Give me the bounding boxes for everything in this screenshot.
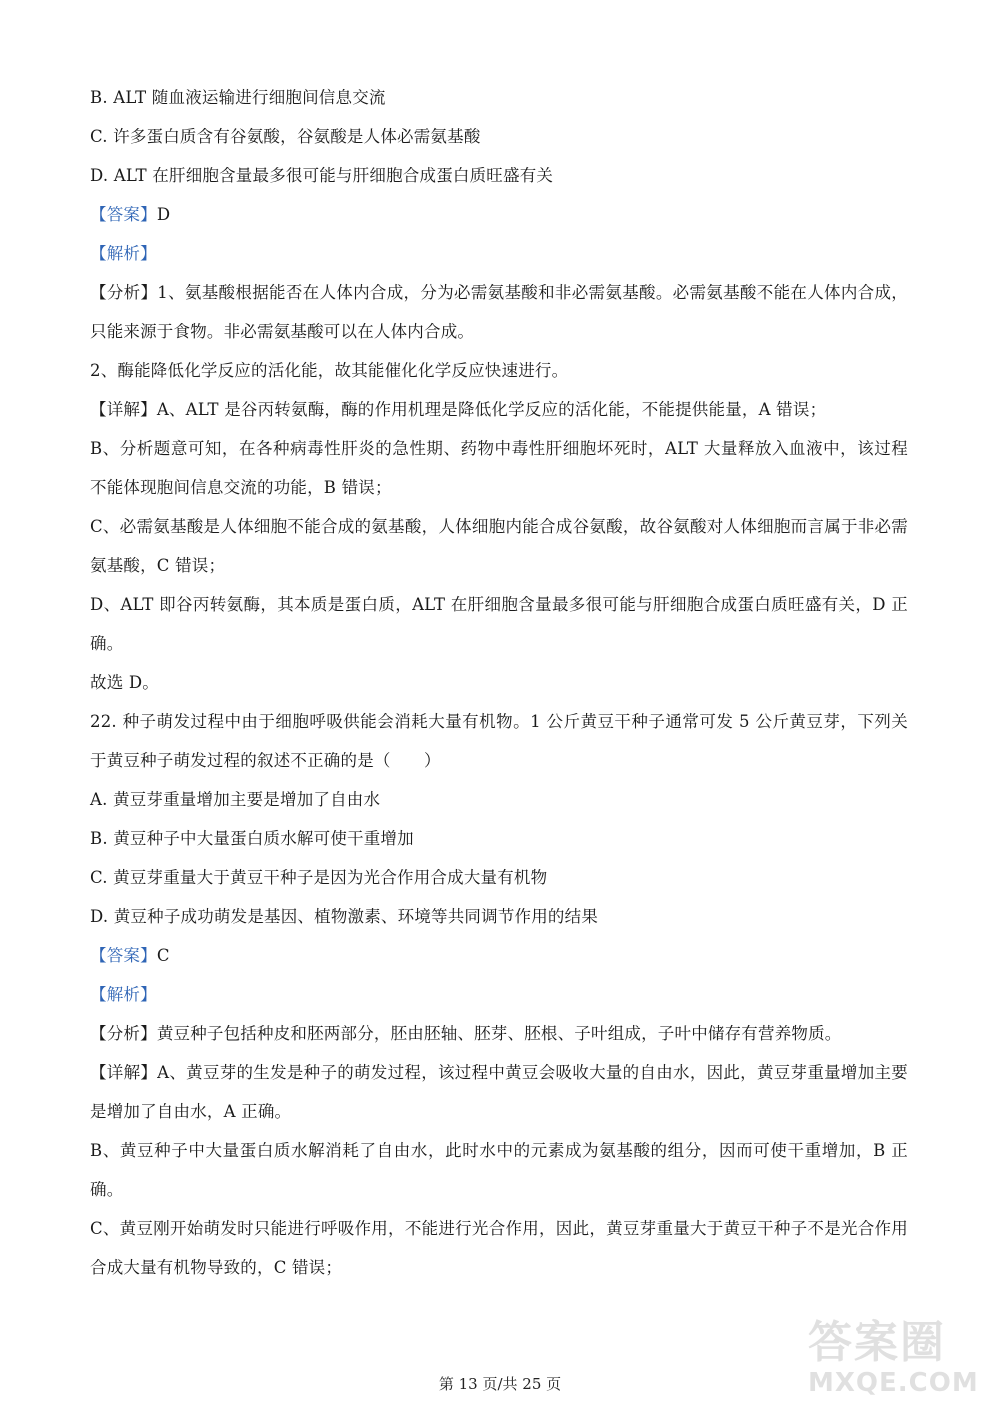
answer-tag: 【答案】	[90, 946, 157, 965]
analysis-tag: 【解析】	[90, 244, 157, 263]
analysis-tag: 【解析】	[90, 985, 157, 1004]
q22-stem: 22. 种子萌发过程中由于细胞呼吸供能会消耗大量有机物。1 公斤黄豆干种子通常可发 5 公斤黄豆芽，下列关于黄豆种子萌发过程的叙述不正确的是（ ）	[90, 712, 908, 770]
q21-analysis-heading	[90, 234, 908, 273]
fenxi-tag: 【分析】	[90, 283, 158, 302]
q22-analysis-heading	[90, 975, 908, 1014]
q21-fenxi-2: 2、酶能降低化学反应的活化能，故其能催化化学反应快速进行。	[90, 361, 569, 380]
fenxi-tag: 【分析】	[90, 1024, 157, 1043]
detail-tag: 【详解】	[90, 400, 157, 419]
document-body	[90, 78, 908, 1287]
answer-value: D	[156, 205, 171, 224]
answer-tag: 【答案】	[90, 205, 157, 224]
watermark-logo	[808, 1318, 994, 1410]
q22-option-d: D. 黄豆种子成功萌发是基因、植物激素、环境等共同调节作用的结果	[90, 907, 599, 926]
q21-detail-c: C、必需氨基酸是人体细胞不能合成的氨基酸，人体细胞内能合成谷氨酸，故谷氨酸对人体细胞而言属于非必需氨基酸，C 错误；	[90, 517, 908, 575]
q21-fenxi-1	[90, 273, 908, 351]
q22-fenxi	[90, 1014, 908, 1053]
q21-detail-d: D、ALT 即谷丙转氨酶，其本质是蛋白质，ALT 在肝细胞含量最多很可能与肝细胞合成蛋白质旺盛有关，D 正确。	[90, 595, 908, 653]
watermark-url: MXQE.COM	[808, 1368, 979, 1398]
q22-detail-b: B、黄豆种子中大量蛋白质水解消耗了自由水，此时水中的元素成为氨基酸的组分，因而可使干重增加，B 正确。	[90, 1141, 908, 1199]
detail-text: A、黄豆芽的生发是种子的萌发过程，该过程中黄豆会吸收大量的自由水，因此，黄豆芽重量增加主要是增加了自由水，A 正确。	[90, 1063, 908, 1121]
q22-option-a: A. 黄豆芽重量增加主要是增加了自由水	[90, 790, 381, 809]
watermark-text: 答案圈	[808, 1317, 946, 1368]
detail-text: A、ALT 是谷丙转氨酶，酶的作用机理是降低化学反应的活化能，不能提供能量，A 错误；	[156, 400, 827, 419]
q22-option-c: C. 黄豆芽重量大于黄豆干种子是因为光合作用合成大量有机物	[90, 868, 548, 887]
fenxi-text: 1、氨基酸根据能否在人体内合成，分为必需氨基酸和非必需氨基酸。必需氨基酸不能在人体内合成，只能来源于食物。非必需氨基酸可以在人体内合成。	[90, 283, 908, 341]
page-footer: 第 13 页/共 25 页	[438, 1375, 562, 1393]
q21-conclusion: 故选 D。	[90, 673, 159, 692]
q21-option-b: B. ALT 随血液运输进行细胞间信息交流	[90, 88, 386, 107]
q22-detail-c: C、黄豆刚开始萌发时只能进行呼吸作用，不能进行光合作用，因此，黄豆芽重量大于黄豆干种子不是光合作用合成大量有机物导致的，C 错误；	[90, 1219, 908, 1277]
detail-tag: 【详解】	[90, 1063, 158, 1082]
q21-detail-b: B、分析题意可知，在各种病毒性肝炎的急性期、药物中毒性肝细胞坏死时，ALT 大量释放入血液中，该过程不能体现胞间信息交流的功能，B 错误；	[90, 439, 908, 497]
q21-option-d: D. ALT 在肝细胞含量最多很可能与肝细胞合成蛋白质旺盛有关	[90, 166, 554, 185]
fenxi-text: 黄豆种子包括种皮和胚两部分，胚由胚轴、胚芽、胚根、子叶组成，子叶中储存有营养物质。	[156, 1024, 842, 1043]
q21-option-c: C. 许多蛋白质含有谷氨酸，谷氨酸是人体必需氨基酸	[90, 127, 481, 146]
q22-answer	[90, 936, 908, 975]
q21-detail-a	[90, 390, 908, 429]
answer-value: C	[156, 946, 170, 965]
q22-detail-a	[90, 1053, 908, 1131]
q21-answer	[90, 195, 908, 234]
q22-option-b: B. 黄豆种子中大量蛋白质水解可使干重增加	[90, 829, 414, 848]
